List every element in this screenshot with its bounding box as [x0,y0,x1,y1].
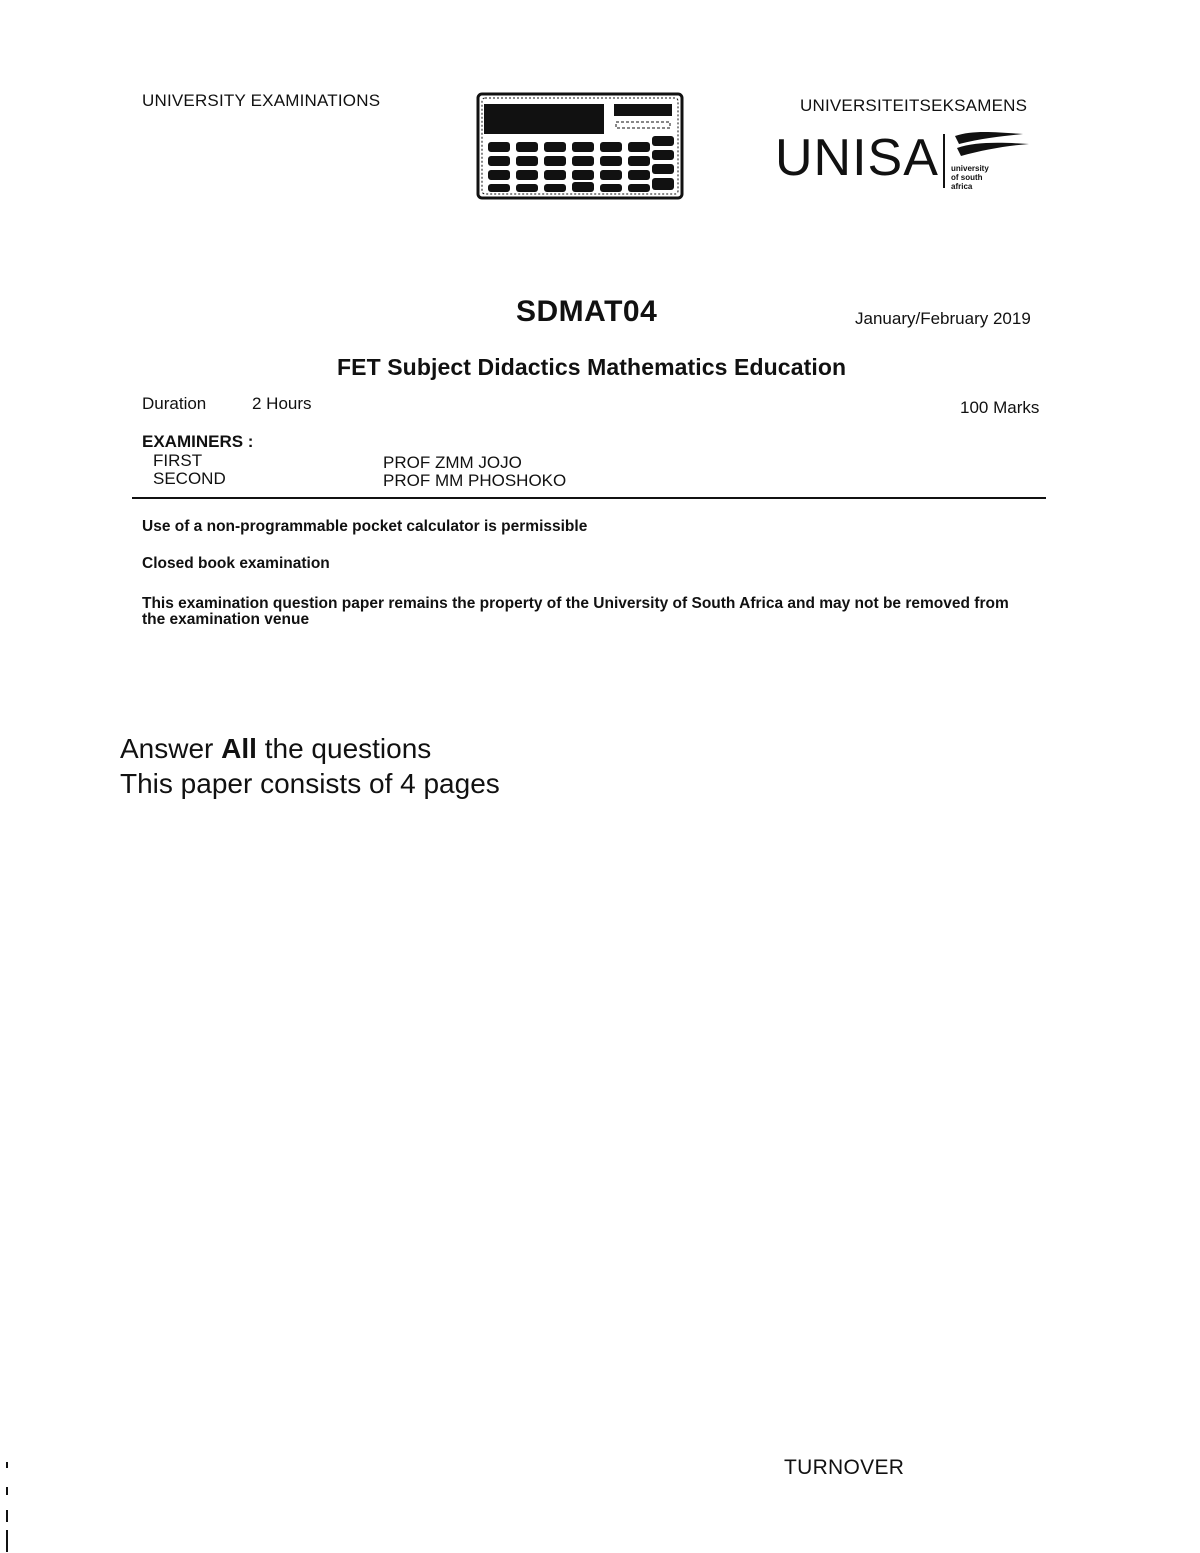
duration-label: Duration [142,394,207,413]
total-marks: 100 Marks [960,398,1040,417]
margin-mark [6,1510,8,1522]
calculator-note: Use of a non-programmable pocket calculator is permissible [142,518,588,535]
logo-divider [943,134,945,188]
examiner-role: FIRST [153,451,203,470]
header-divider [132,497,1046,499]
turnover-label: TURNOVER [784,1456,905,1479]
page-count-note: This paper consists of 4 pages [120,768,500,799]
logo-word: UNISA [775,129,939,187]
header-right: UNIVERSITEITSEKSAMENS [800,96,1028,115]
header-left: UNIVERSITY EXAMINATIONS [142,91,381,110]
examiner-name: PROF ZMM JOJO [383,453,522,472]
logo-wing-icon [953,130,1033,164]
examiner-role: SECOND [153,469,226,488]
property-note: This examination question paper remains the property of the University of South Africa and may not be removed from the examination venue [142,595,1009,628]
closed-book-note: Closed book examination [142,555,330,572]
calculator-icon [476,92,684,200]
duration-value: 2 Hours [252,394,312,413]
module-code: SDMAT04 [516,295,658,328]
unisa-logo [775,126,989,191]
module-title: FET Subject Didactics Mathematics Education [337,354,847,380]
examiners-label: EXAMINERS : [142,432,254,451]
margin-mark [6,1487,8,1495]
logo-subtext: university of south africa [951,164,989,191]
answer-instruction: Answer All the questions [120,733,432,764]
margin-mark [6,1462,8,1468]
exam-session: January/February 2019 [855,309,1031,328]
margin-mark [6,1530,8,1552]
examiner-name: PROF MM PHOSHOKO [383,471,567,490]
